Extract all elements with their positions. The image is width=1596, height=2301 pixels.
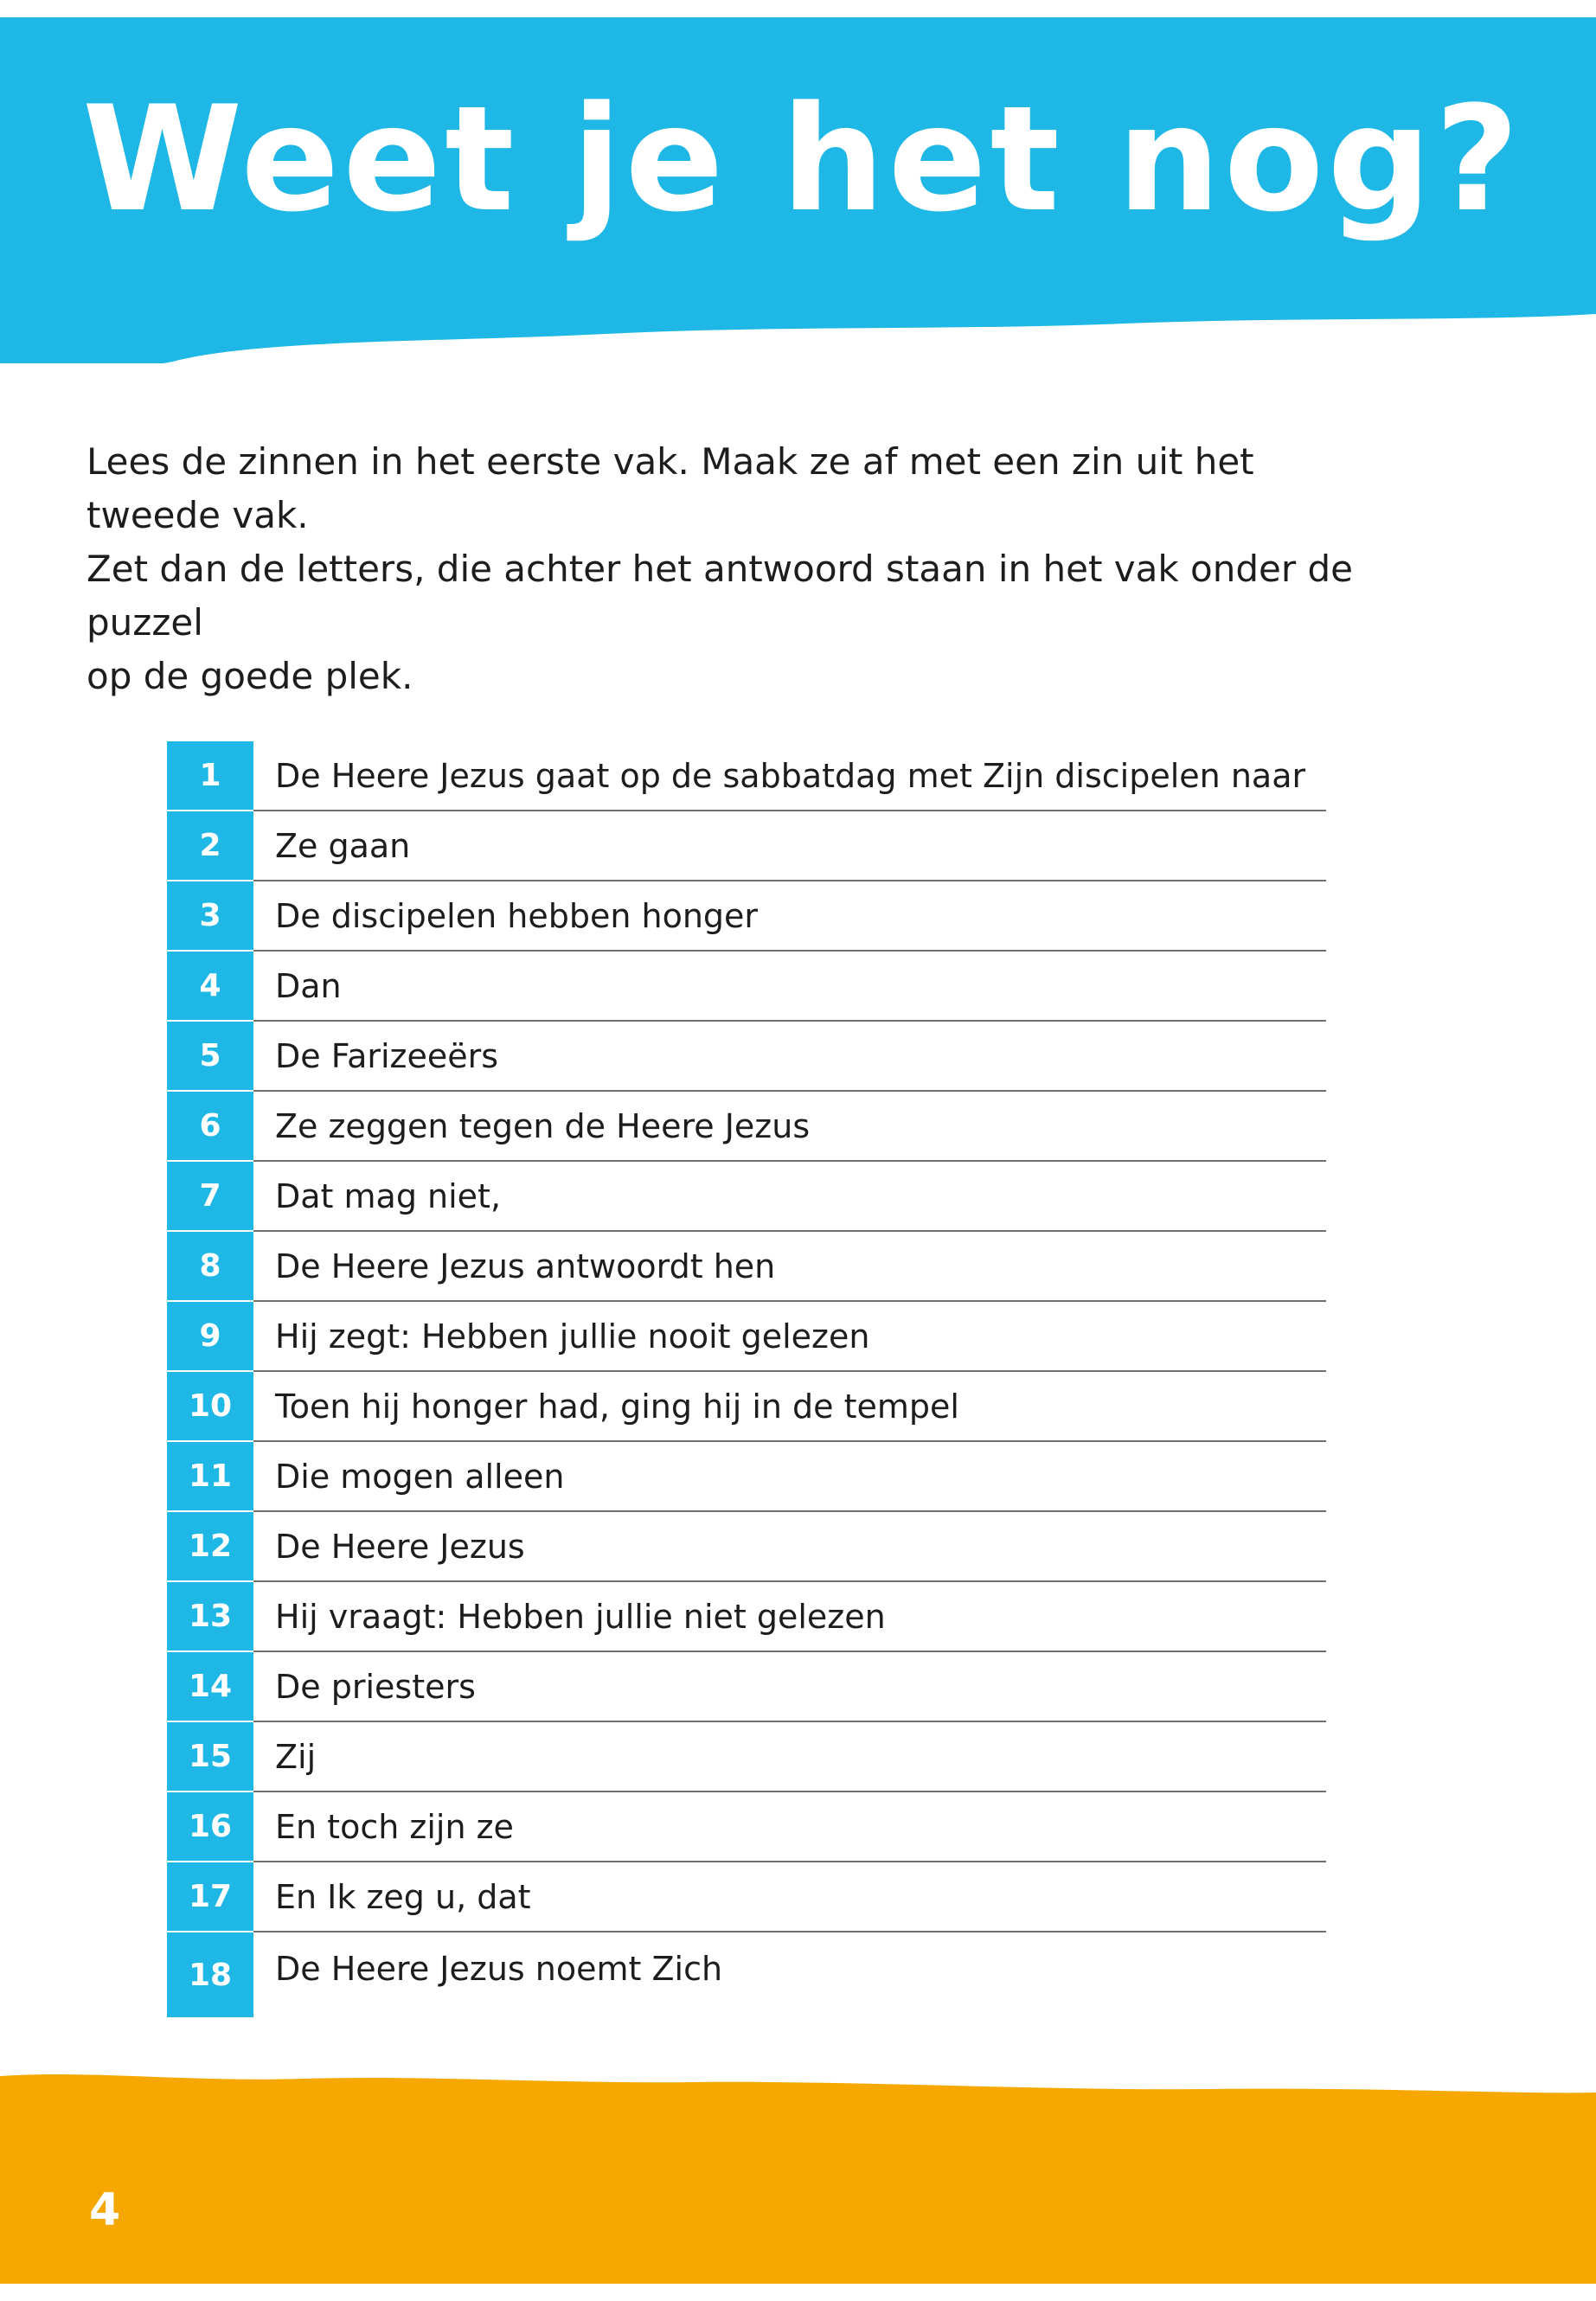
puzzle-row <box>167 1932 1326 2017</box>
row-sentence: De Heere Jezus noemt Zich <box>275 1950 723 1988</box>
row-number: 13 <box>167 1582 253 1652</box>
instruction-line: Lees de zinnen in het eerste vak. Maak ze af met een zin uit het tweede vak. <box>87 440 1254 536</box>
row-sentence: Dat mag niet, <box>253 1162 1326 1232</box>
page-title: Weet je het nog? <box>82 74 1523 244</box>
row-number: 12 <box>167 1512 253 1582</box>
puzzle-row <box>167 1162 1326 1232</box>
row-number: 7 <box>167 1162 253 1232</box>
puzzle-row <box>167 1022 1326 1092</box>
row-number: 14 <box>167 1652 253 1722</box>
row-number: 16 <box>167 1792 253 1862</box>
instruction-line: op de goede plek. <box>87 655 413 697</box>
page-number: 4 <box>89 2184 121 2236</box>
row-sentence: De Heere Jezus <box>253 1512 1326 1582</box>
puzzle-row <box>167 1582 1326 1652</box>
row-sentence: De Farizeeërs <box>253 1022 1326 1092</box>
puzzle-row <box>167 1442 1326 1512</box>
row-number: 2 <box>167 811 253 881</box>
instructions <box>87 435 1384 703</box>
row-sentence: Hij vraagt: Hebben jullie niet gelezen <box>253 1582 1326 1652</box>
row-number: 11 <box>167 1442 253 1512</box>
row-sentence: De priesters <box>253 1652 1326 1722</box>
row-sentence: En toch zijn ze <box>253 1792 1326 1862</box>
row-number: 4 <box>167 952 253 1022</box>
row-number: 9 <box>167 1302 253 1372</box>
row-sentence: Dan <box>253 952 1326 1022</box>
instruction-line: Zet dan de letters, die achter het antwoord staan in het vak onder de puzzel <box>87 548 1353 644</box>
row-number: 10 <box>167 1372 253 1442</box>
row-number: 6 <box>167 1092 253 1162</box>
row-sentence: Zij <box>253 1722 1326 1792</box>
puzzle-row <box>167 1232 1326 1302</box>
puzzle-row <box>167 1862 1326 1932</box>
puzzle-row <box>167 1792 1326 1862</box>
row-number: 8 <box>167 1232 253 1302</box>
puzzle-row <box>167 1652 1326 1722</box>
row-sentence: Hij zegt: Hebben jullie nooit gelezen <box>253 1302 1326 1372</box>
row-sentence: En Ik zeg u, dat <box>253 1862 1326 1932</box>
row-number: 15 <box>167 1722 253 1792</box>
row-sentence: De discipelen hebben honger <box>253 881 1326 952</box>
row-sentence: De Heere Jezus gaat op de sabbatdag met Zijn discipelen naar <box>253 741 1326 811</box>
row-sentence: Die mogen alleen <box>253 1442 1326 1512</box>
puzzle-row <box>167 1722 1326 1792</box>
row-number: 17 <box>167 1862 253 1932</box>
row-sentence: De Heere Jezus antwoordt hen <box>253 1232 1326 1302</box>
puzzle-row <box>167 881 1326 952</box>
puzzle-row <box>167 1372 1326 1442</box>
puzzle-table <box>167 741 1326 2017</box>
row-number: 18 <box>167 1932 253 2017</box>
puzzle-row <box>167 741 1326 811</box>
puzzle-row <box>167 952 1326 1022</box>
puzzle-row <box>167 811 1326 881</box>
row-sentence: Toen hij honger had, ging hij in de tempel <box>253 1372 1326 1442</box>
puzzle-row <box>167 1302 1326 1372</box>
row-sentence: Ze zeggen tegen de Heere Jezus <box>253 1092 1326 1162</box>
row-number: 1 <box>167 741 253 811</box>
row-number: 3 <box>167 881 253 952</box>
puzzle-row <box>167 1092 1326 1162</box>
row-sentence: Ze gaan <box>253 811 1326 881</box>
puzzle-row <box>167 1512 1326 1582</box>
row-number: 5 <box>167 1022 253 1092</box>
footer-band <box>0 2072 1596 2284</box>
